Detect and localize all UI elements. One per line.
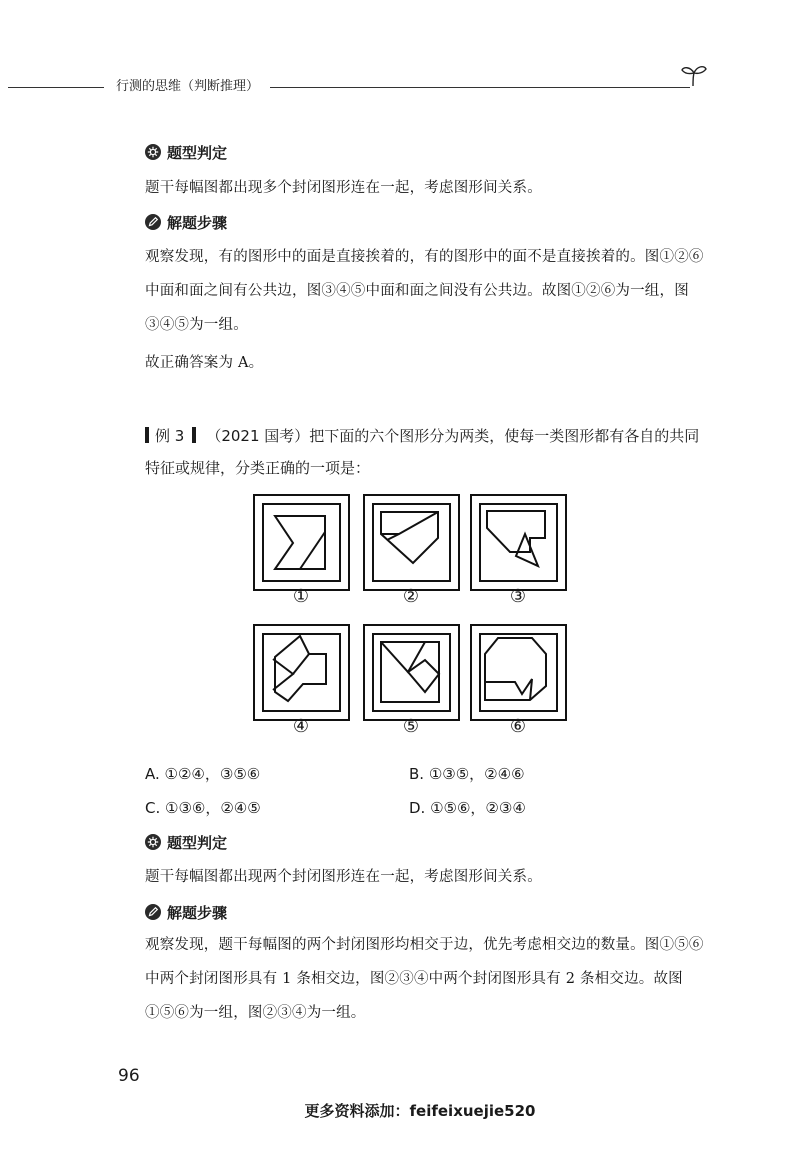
option-c: C. ①③⑥，②④⑤ [145, 799, 261, 817]
option-b: B. ①③⑤，②④⑥ [409, 765, 525, 783]
gear-icon [145, 144, 161, 160]
gear-icon [145, 834, 161, 850]
solution-steps-heading [145, 210, 227, 234]
footer-contact: feifeixuejie520 [409, 1102, 536, 1120]
example-bar-right [192, 427, 196, 443]
option-d: D. ①⑤⑥，②③④ [409, 799, 526, 817]
option-a: A. ①②④，③⑤⑥ [145, 765, 261, 783]
figure-5 [363, 624, 460, 721]
running-header-title: 行测的思维（判断推理） [112, 77, 263, 97]
solution-steps-text-2: 观察发现，题干每幅图的两个封闭图形均相交于边，优先考虑相交边的数量。图①⑤⑥中两个封闭图形具有 1 条相交边，图②③④中两个封闭图形具有 2 条相交边。故图①⑤⑥为一组，图②③④为一组。 [145, 937, 704, 1021]
example-source: （2021 国考） [206, 427, 310, 445]
figure-2 [363, 494, 460, 591]
header-rule-left [8, 87, 104, 88]
pencil-icon [145, 904, 161, 920]
heading-text: 解题步骤 [167, 213, 228, 232]
footer-note [0, 1100, 800, 1121]
figure-number-2: ② [402, 586, 420, 607]
heading-text: 解题步骤 [167, 903, 228, 922]
footer-label: 更多资料添加： [304, 1102, 410, 1120]
figure-number-3: ③ [509, 586, 527, 607]
figure-number-4: ④ [292, 716, 310, 737]
example-question [145, 420, 710, 484]
figure-number-6: ⑥ [509, 716, 527, 737]
heading-text: 题型判定 [167, 833, 228, 852]
pencil-icon [145, 214, 161, 230]
type-judgement-text: 题干每幅图都出现多个封闭图形连在一起，考虑图形间关系。 [145, 180, 542, 196]
header-rule-right [270, 87, 690, 88]
page-number: 96 [118, 1066, 140, 1086]
figure-3 [470, 494, 567, 591]
figure-1 [253, 494, 350, 591]
figure-number-5: ⑤ [402, 716, 420, 737]
type-judgement-heading [145, 140, 227, 164]
example-bar-left [145, 427, 149, 443]
solution-steps-heading-2 [145, 900, 227, 924]
example-label: 例 3 [155, 427, 185, 445]
type-judgement-text-2: 题干每幅图都出现两个封闭图形连在一起，考虑图形间关系。 [145, 869, 542, 885]
solution-steps-text: 观察发现，有的图形中的面是直接挨着的，有的图形中的面不是直接挨着的。图①②⑥中面和面之间有公共边，图③④⑤中面和面之间没有公共边。故图①②⑥为一组，图③④⑤为一组。 [145, 249, 704, 333]
answer-text: 故正确答案为 A。 [145, 355, 264, 371]
figure-number-1: ① [292, 586, 310, 607]
heading-text: 题型判定 [167, 143, 228, 162]
example-question-text: 把下面的六个图形分为两类，使每一类图形都有各自的共同特征或规律，分类正确的一项是： [145, 427, 700, 477]
figure-4 [253, 624, 350, 721]
type-judgement-heading-2 [145, 830, 227, 854]
sprout-icon [680, 62, 708, 88]
figure-6 [470, 624, 567, 721]
